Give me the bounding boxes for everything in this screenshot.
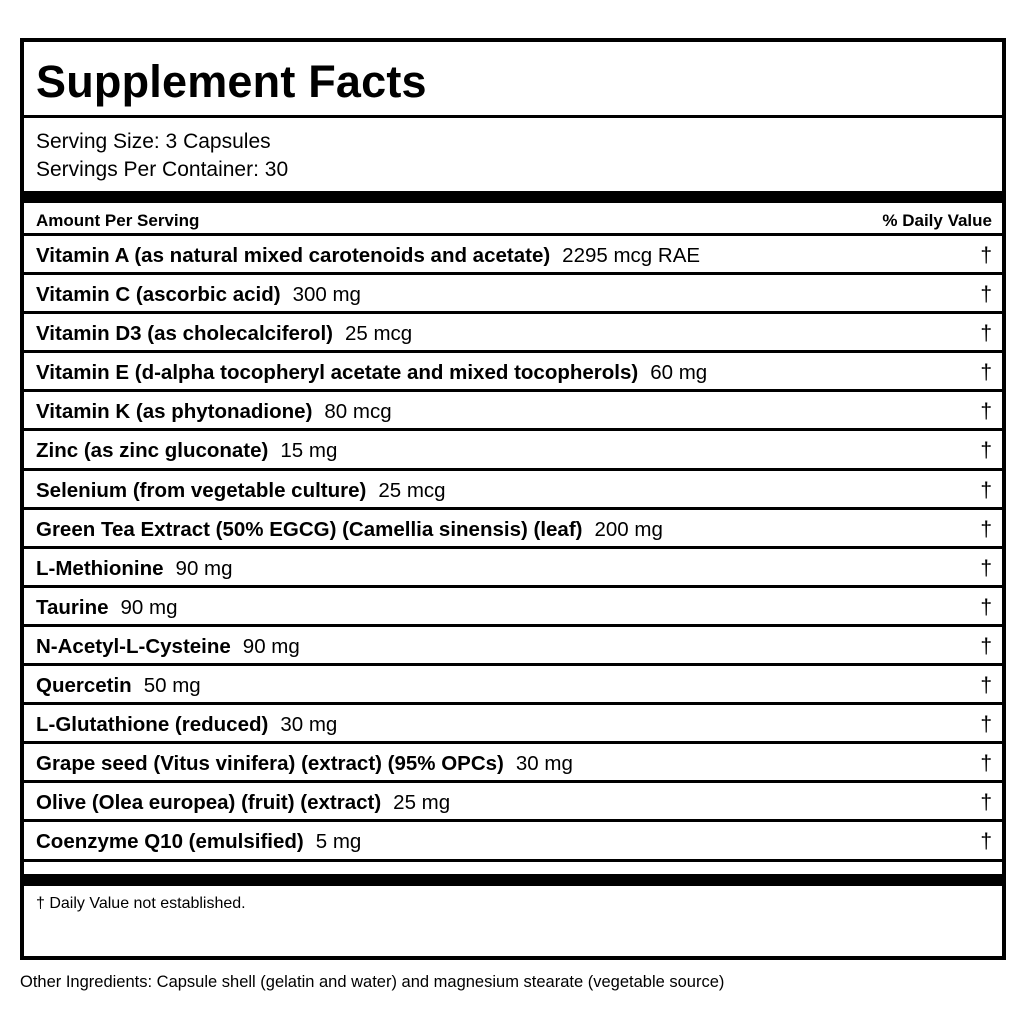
ingredient-amount: 200 mg xyxy=(594,517,663,541)
ingredient-name: Zinc (as zinc gluconate) xyxy=(36,439,269,463)
ingredient-text xyxy=(36,596,178,620)
ingredient-text xyxy=(36,244,700,268)
table-row xyxy=(24,549,1002,588)
table-row xyxy=(24,392,1002,431)
table-row xyxy=(24,314,1002,353)
daily-value-dagger: † xyxy=(980,361,992,385)
daily-value-dagger: † xyxy=(980,517,992,541)
serving-info xyxy=(36,128,288,184)
ingredient-text xyxy=(36,283,361,307)
ingredient-amount: 2295 mcg RAE xyxy=(562,244,701,267)
daily-value-dagger: † xyxy=(980,283,992,307)
table-row xyxy=(24,510,1002,549)
ingredient-text xyxy=(36,361,707,385)
ingredient-name: Vitamin E (d-alpha tocopheryl acetate and mixed tocopherols) xyxy=(36,361,639,385)
ingredient-name: L-Methionine xyxy=(36,556,164,580)
ingredient-text xyxy=(36,752,573,776)
ingredient-text xyxy=(36,830,361,854)
ingredient-name: N-Acetyl-L-Cysteine xyxy=(36,634,231,658)
other-ingredients: Other Ingredients: Capsule shell (gelatin and water) and magnesium stearate (vegetable source) xyxy=(20,973,725,991)
ingredient-amount: 50 mg xyxy=(143,674,201,698)
ingredient-name: Green Tea Extract (50% EGCG) (Camellia sinensis) (leaf) xyxy=(36,517,583,541)
ingredient-name: Olive (Olea europea) (fruit) (extract) xyxy=(36,791,382,815)
daily-value-dagger: † xyxy=(980,439,992,463)
table-row xyxy=(24,744,1002,783)
table-row xyxy=(24,705,1002,744)
thick-divider-top xyxy=(24,191,1002,203)
column-header-row xyxy=(24,203,1002,236)
ingredient-amount: 25 mcg xyxy=(344,322,413,346)
ingredient-text xyxy=(36,713,337,737)
table-row xyxy=(24,236,1002,275)
daily-value-dagger: † xyxy=(980,478,992,502)
ingredient-text xyxy=(36,791,450,815)
servings-per-container: Servings Per Container: 30 xyxy=(36,158,289,181)
daily-value-dagger: † xyxy=(980,244,992,267)
amount-per-serving-header: Amount Per Serving xyxy=(36,211,200,230)
panel-title: Supplement Facts xyxy=(24,42,1002,118)
table-row xyxy=(24,822,1002,861)
daily-value-footnote: † Daily Value not established. xyxy=(36,895,246,912)
ingredient-name: Grape seed (Vitus vinifera) (extract) (95% OPCs) xyxy=(36,752,504,776)
ingredient-name: Vitamin A (as natural mixed carotenoids and acetate) xyxy=(36,244,551,267)
ingredient-name: Vitamin C (ascorbic acid) xyxy=(36,283,281,307)
ingredient-amount: 25 mcg xyxy=(378,478,446,502)
ingredient-text xyxy=(36,400,392,424)
daily-value-dagger: † xyxy=(980,713,992,737)
table-row xyxy=(24,783,1002,822)
daily-value-header: % Daily Value xyxy=(882,211,992,230)
table-row xyxy=(24,666,1002,705)
supplement-facts-panel xyxy=(20,38,1006,960)
ingredient-text xyxy=(36,557,233,581)
table-row xyxy=(24,627,1002,666)
daily-value-dagger: † xyxy=(980,556,992,580)
ingredient-amount: 90 mg xyxy=(120,595,178,619)
ingredient-amount: 90 mg xyxy=(175,556,233,580)
ingredient-amount: 60 mg xyxy=(650,361,708,385)
ingredient-amount: 15 mg xyxy=(280,439,338,463)
thick-divider-bottom xyxy=(24,874,1002,886)
ingredient-text xyxy=(36,439,337,463)
table-row xyxy=(24,353,1002,392)
daily-value-dagger: † xyxy=(980,830,992,854)
ingredient-name: L-Glutathione (reduced) xyxy=(36,713,269,737)
ingredient-text xyxy=(36,322,412,346)
daily-value-dagger: † xyxy=(980,322,992,346)
table-row xyxy=(24,275,1002,314)
table-row xyxy=(24,431,1002,470)
table-row xyxy=(24,588,1002,627)
ingredient-name: Vitamin D3 (as cholecalciferol) xyxy=(36,322,333,346)
ingredient-name: Quercetin xyxy=(36,674,132,698)
ingredient-amount: 5 mg xyxy=(315,830,362,854)
ingredient-text xyxy=(36,635,300,659)
daily-value-dagger: † xyxy=(980,674,992,698)
ingredient-text xyxy=(36,518,663,542)
daily-value-dagger: † xyxy=(980,400,992,424)
ingredient-amount: 300 mg xyxy=(292,283,361,307)
ingredient-rows xyxy=(24,236,1002,862)
ingredient-text xyxy=(36,674,201,698)
daily-value-dagger: † xyxy=(980,634,992,658)
ingredient-amount: 30 mg xyxy=(280,713,338,737)
ingredient-text xyxy=(36,479,446,503)
ingredient-amount: 90 mg xyxy=(242,634,300,658)
daily-value-dagger: † xyxy=(980,791,992,815)
ingredient-name: Taurine xyxy=(36,595,109,619)
ingredient-name: Coenzyme Q10 (emulsified) xyxy=(36,830,304,854)
ingredient-amount: 80 mcg xyxy=(324,400,392,424)
daily-value-dagger: † xyxy=(980,752,992,776)
daily-value-dagger: † xyxy=(980,595,992,619)
ingredient-amount: 25 mg xyxy=(393,791,451,815)
ingredient-name: Selenium (from vegetable culture) xyxy=(36,478,367,502)
ingredient-name: Vitamin K (as phytonadione) xyxy=(36,400,313,424)
ingredient-amount: 30 mg xyxy=(515,752,573,776)
table-row xyxy=(24,471,1002,510)
serving-size: Serving Size: 3 Capsules xyxy=(36,130,271,153)
